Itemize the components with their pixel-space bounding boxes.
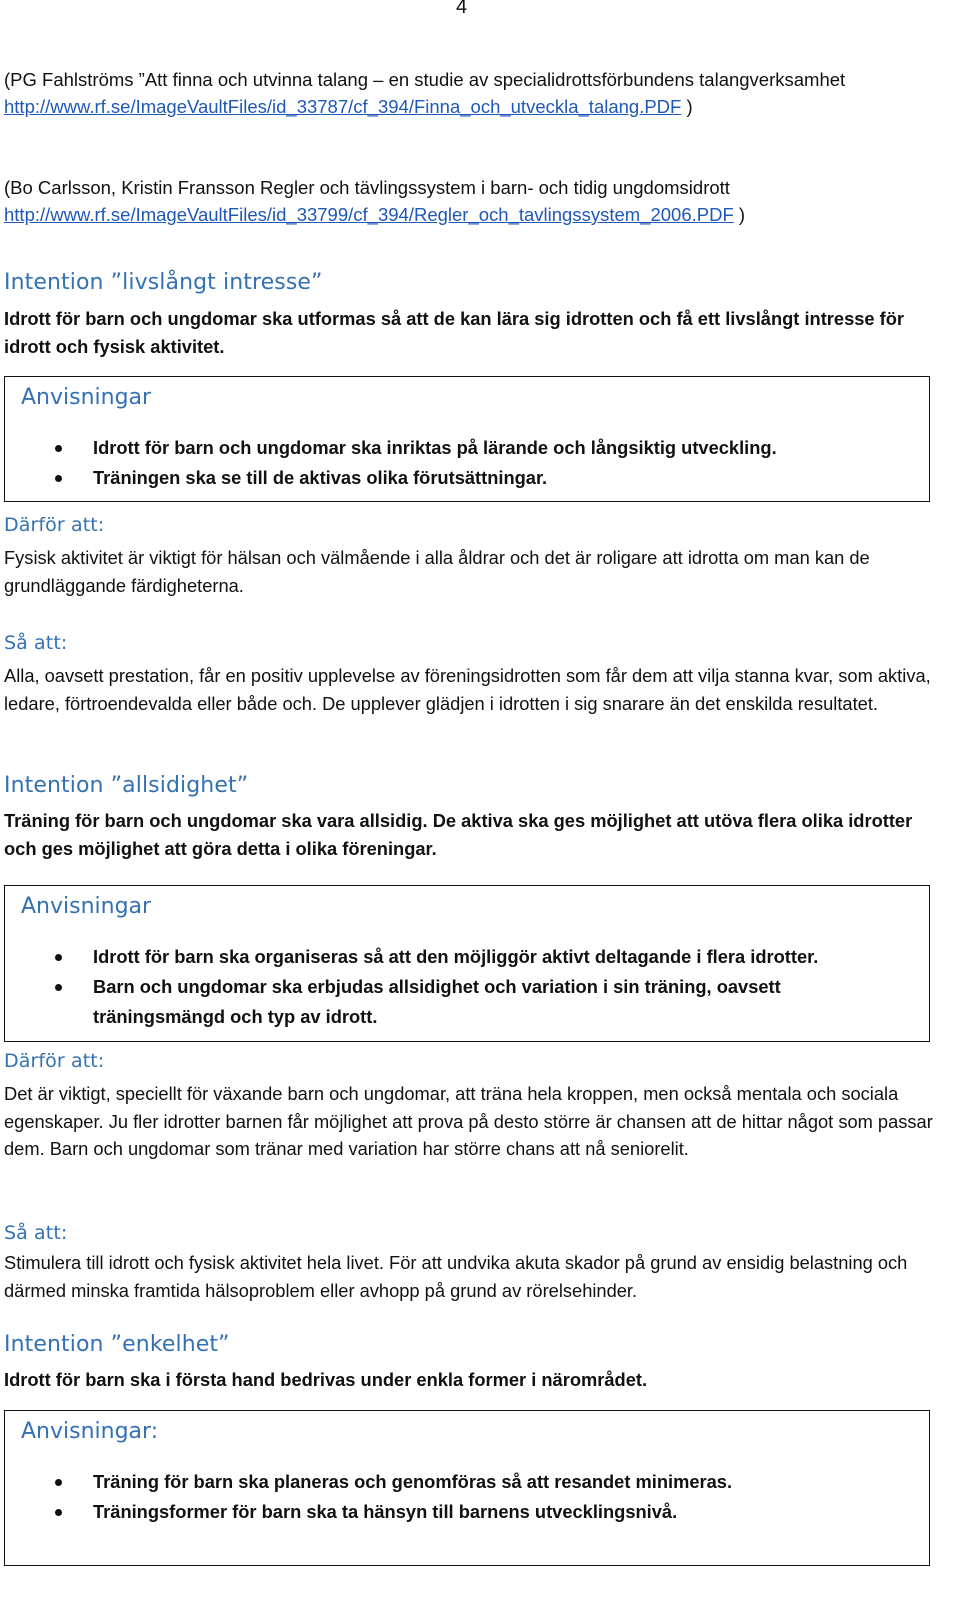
anvisningar-heading-3: Anvisningar:	[21, 1419, 159, 1444]
bullet-icon	[55, 475, 62, 482]
anvisningar-list-3	[55, 1467, 909, 1527]
reference-1	[4, 66, 944, 120]
list-item-text: Barn och ungdomar ska erbjudas allsidighet och variation i sin träning, oavsett träningsmängd och typ av idrott.	[93, 976, 781, 1027]
section-heading-livslangt-intresse: Intention ”livslångt intresse”	[4, 270, 323, 295]
list-item-text: Träningen ska se till de aktivas olika förutsättningar.	[93, 467, 548, 488]
bullet-icon	[55, 1479, 62, 1486]
sa-text-2: Stimulera till idrott och fysisk aktivitet hela livet. För att undvika akuta skador på grund av ensidig belastning och därmed minska framtida hälsoproblem eller avhopp på grund av rörelsehinder.	[4, 1252, 908, 1301]
list-item	[55, 463, 909, 493]
anvisningar-list-1	[55, 433, 909, 493]
list-item-text: Idrott för barn och ungdomar ska inriktas på lärande och långsiktig utveckling.	[93, 437, 777, 458]
anvisningar-box-1	[4, 376, 930, 502]
list-item	[55, 942, 909, 972]
page-number: 4	[456, 0, 468, 18]
list-item	[55, 972, 909, 1032]
sa-heading-2: Så att:	[4, 1222, 68, 1244]
bullet-icon	[55, 445, 62, 452]
sa-text-1: Alla, oavsett prestation, får en positiv upplevelse av föreningsidrotten som får dem att vilja stanna kvar, som aktiva, ledare, förtroendevalda eller både och. De upplever glädjen i idrotten i sig snarare än det enskilda resultatet.	[4, 665, 931, 714]
anvisningar-heading-1: Anvisningar	[21, 385, 152, 410]
list-item	[55, 433, 909, 463]
list-item-text: Träning för barn ska planeras och genomföras så att resandet minimeras.	[93, 1471, 733, 1492]
darfor-heading-1: Därför att:	[4, 514, 105, 536]
darfor-heading-2: Därför att:	[4, 1050, 105, 1072]
list-item-text: Träningsformer för barn ska ta hänsyn till barnens utvecklingsnivå.	[93, 1501, 678, 1522]
anvisningar-list-2	[55, 942, 909, 1032]
sa-heading-1: Så att:	[4, 632, 68, 654]
section-heading-allsidighet: Intention ”allsidighet”	[4, 773, 249, 798]
list-item	[55, 1497, 909, 1527]
anvisningar-box-2	[4, 885, 930, 1042]
list-item	[55, 1467, 909, 1497]
section-lead-allsidighet: Träning för barn och ungdomar ska vara allsidig. De aktiva ska ges möjlighet att utöva flera olika idrotter och ges möjlighet att göra detta i olika föreningar.	[4, 810, 913, 859]
reference-2-tail: )	[733, 204, 746, 225]
bullet-icon	[55, 1509, 62, 1516]
anvisningar-heading-2: Anvisningar	[21, 894, 152, 919]
section-lead-livslangt-intresse: Idrott för barn och ungdomar ska utformas så att de kan lära sig idrotten och få ett livslångt intresse för idrott och fysisk aktivitet.	[4, 308, 905, 357]
anvisningar-box-3	[4, 1410, 930, 1566]
reference-2	[4, 174, 944, 228]
section-lead-enkelhet: Idrott för barn ska i första hand bedrivas under enkla former i närområdet.	[4, 1369, 648, 1390]
bullet-icon	[55, 984, 62, 991]
section-heading-enkelhet: Intention ”enkelhet”	[4, 1332, 230, 1357]
reference-2-link[interactable]: http://www.rf.se/ImageVaultFiles/id_33799/cf_394/Regler_och_tavlingssystem_2006.PDF	[4, 204, 734, 225]
reference-1-link[interactable]: http://www.rf.se/ImageVaultFiles/id_33787/cf_394/Finna_och_utveckla_talang.PDF	[4, 96, 682, 117]
reference-2-text: (Bo Carlsson, Kristin Fransson Regler och tävlingssystem i barn- och tidig ungdomsidrott	[4, 177, 730, 198]
darfor-text-2: Det är viktigt, speciellt för växande barn och ungdomar, att träna hela kroppen, men också mentala och sociala egenskaper. Ju fler idrotter barnen får möjlighet att prova på desto större är chansen att de hittar något som passar dem. Barn och ungdomar som tränar med variation har större chans att nå seniorelit.	[4, 1083, 933, 1159]
list-item-text: Idrott för barn ska organiseras så att den möjliggör aktivt deltagande i flera idrotter.	[93, 946, 819, 967]
bullet-icon	[55, 954, 62, 961]
darfor-text-1: Fysisk aktivitet är viktigt för hälsan och välmående i alla åldrar och det är roligare att idrotta om man kan de grundläggande färdigheterna.	[4, 547, 870, 596]
reference-1-tail: )	[681, 96, 693, 117]
reference-1-text: (PG Fahlströms ”Att finna och utvinna talang – en studie av specialidrottsförbundens talangverksamhet	[4, 69, 846, 90]
